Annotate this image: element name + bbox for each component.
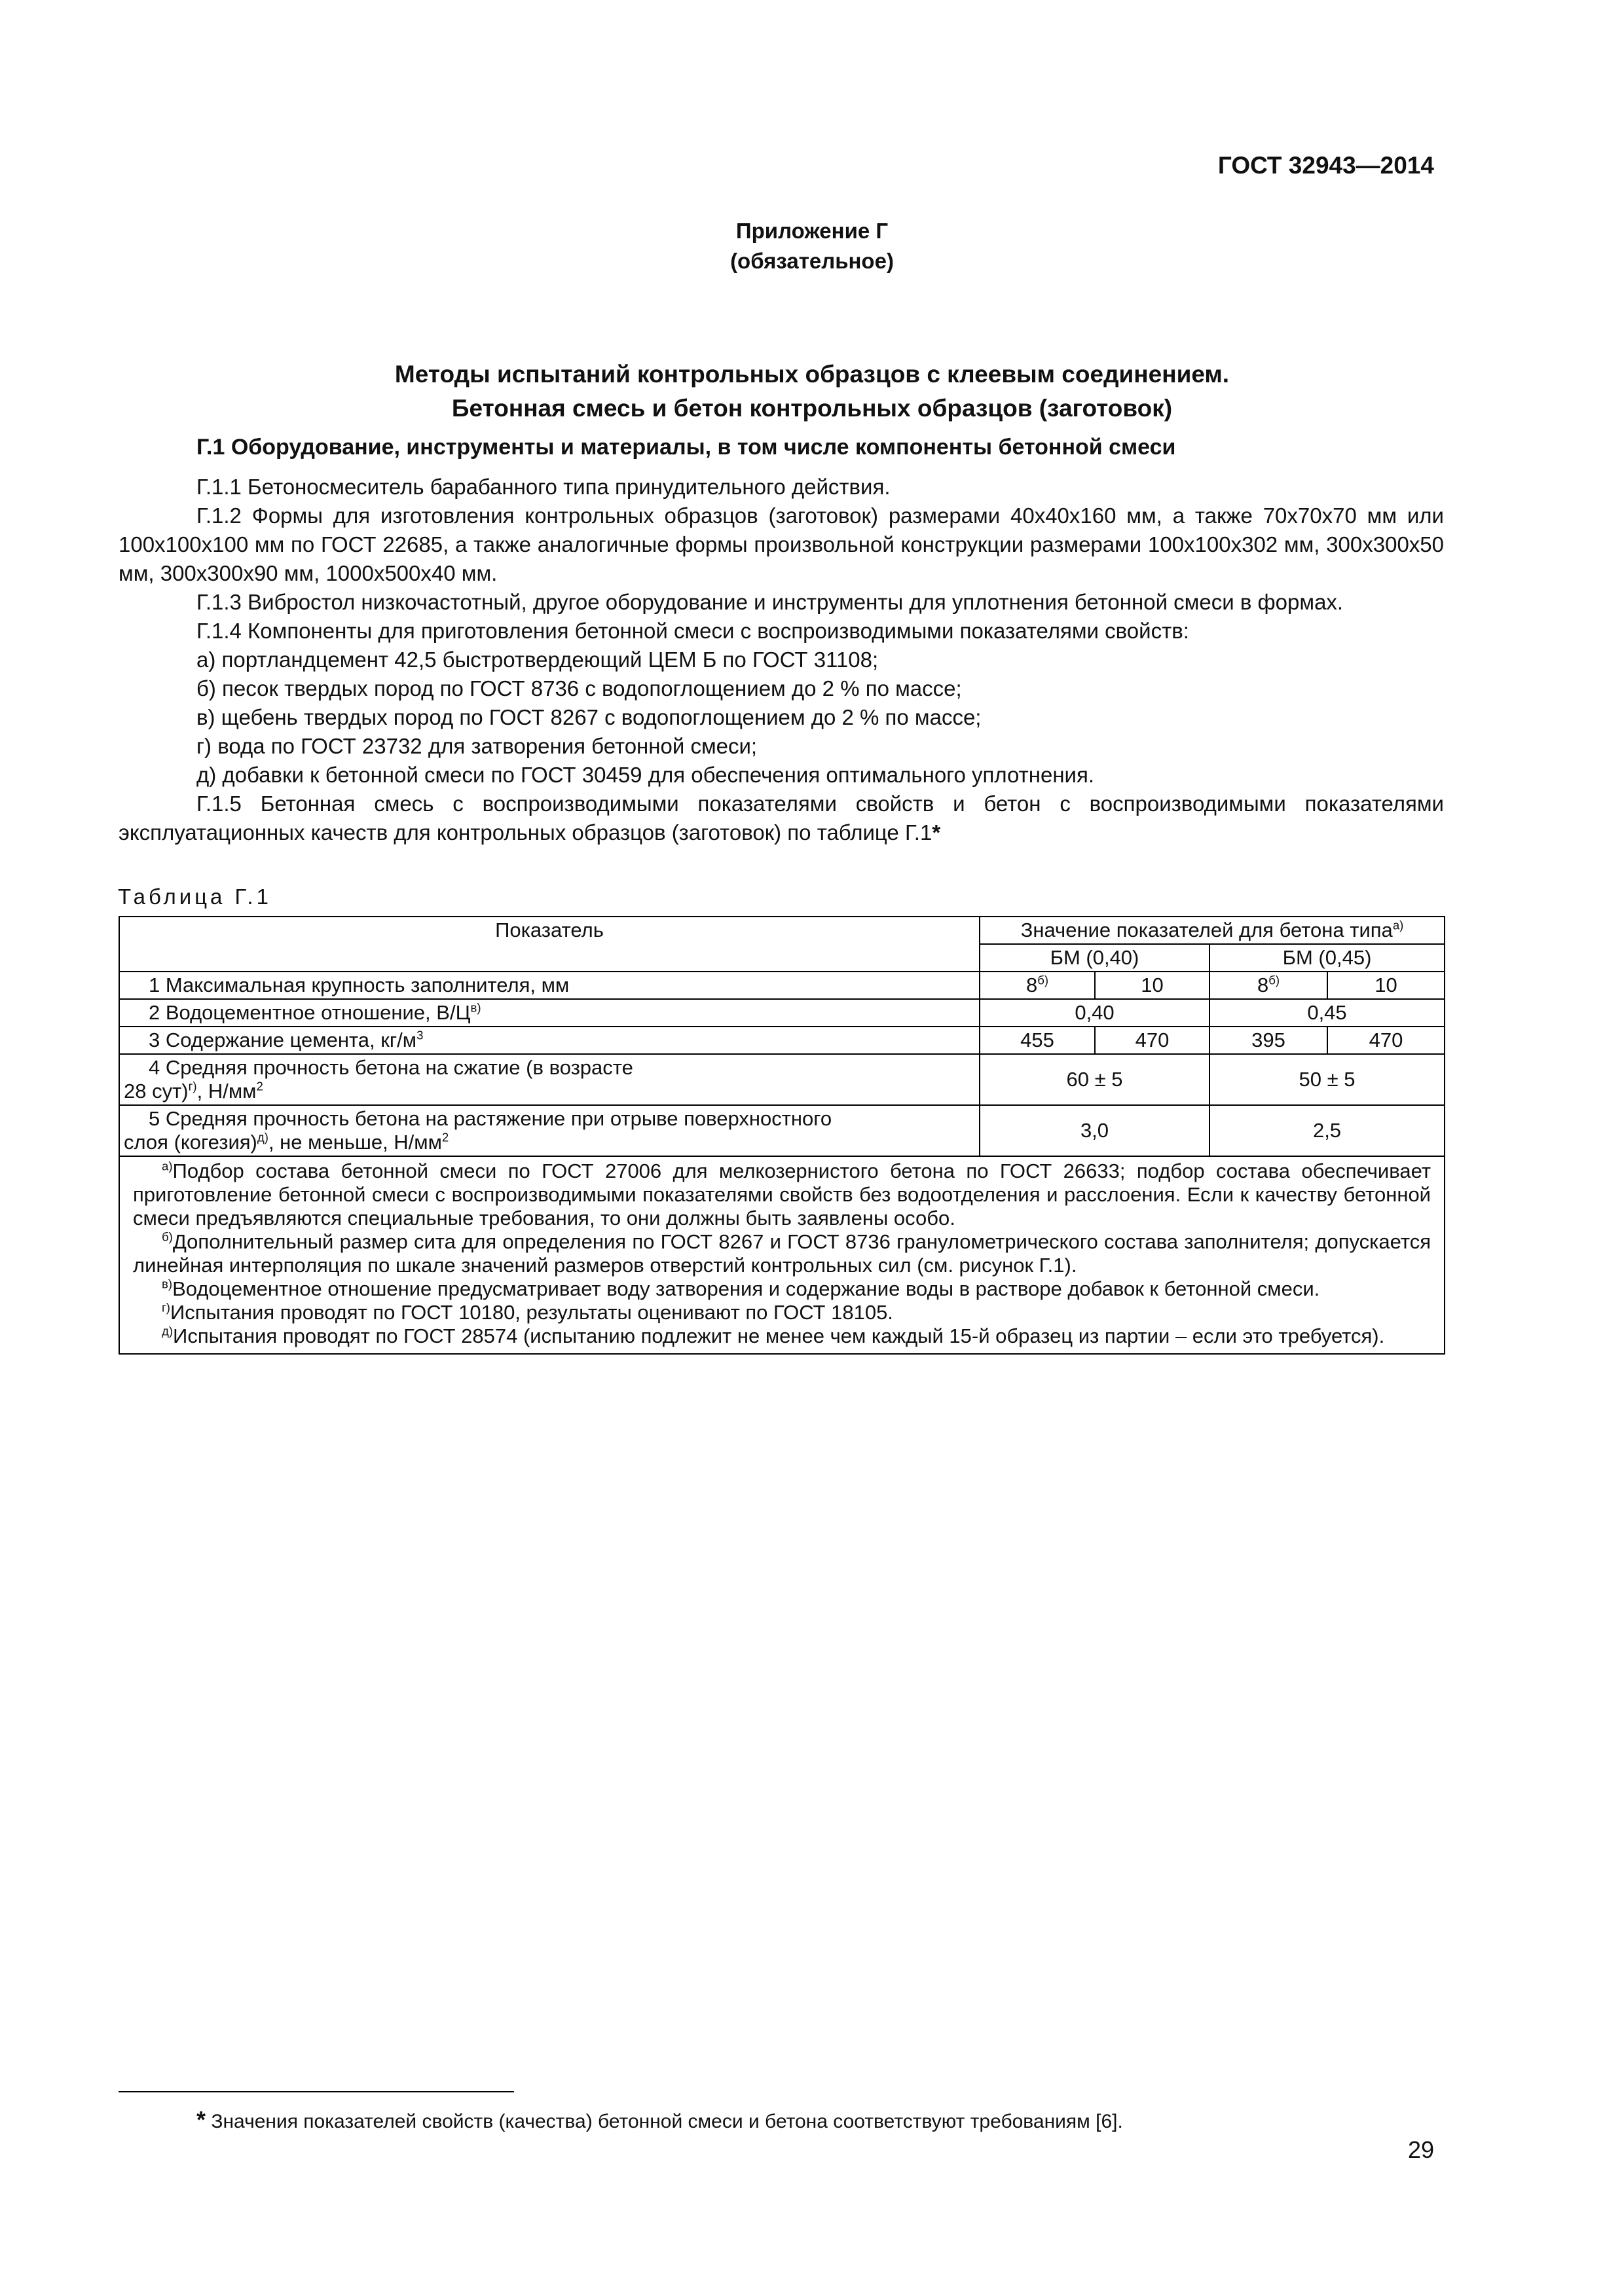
row4-b: 50 ± 5 — [1209, 1054, 1445, 1105]
table-row — [119, 1105, 1445, 1156]
table-row — [119, 999, 1445, 1027]
main-title-line2: Бетонная смесь и бетон контрольных образцов (заготовок) — [451, 395, 1173, 422]
spec-table — [119, 916, 1445, 1355]
row1-b1-sup: б) — [1268, 973, 1280, 987]
header-type-a: БМ (0,40) — [980, 944, 1209, 972]
table-caption: Таблица Г.1 — [118, 884, 272, 909]
row4-param-line1: 4 Средняя прочность бетона на сжатие (в возрасте — [149, 1056, 633, 1079]
list-item-a: а) портландцемент 42,5 быстротвердеющий ЦЕМ Б по ГОСТ 31108; — [196, 647, 879, 672]
header-value — [980, 917, 1445, 944]
row5-a: 3,0 — [980, 1105, 1209, 1156]
row4-param-tail: , Н/мм — [196, 1080, 257, 1102]
document-code: ГОСТ 32943—2014 — [1217, 152, 1434, 179]
note-a-marker: а) — [162, 1159, 173, 1173]
row3-b2: 470 — [1327, 1027, 1445, 1054]
table-header-row — [119, 917, 1445, 944]
table-notes — [119, 1156, 1445, 1354]
page-number: 29 — [1407, 2136, 1434, 2163]
row2-param-sup: в) — [470, 1000, 481, 1015]
row1-a1 — [980, 972, 1095, 999]
table-notes-row — [119, 1156, 1445, 1354]
row2-param-text: 2 Водоцементное отношение, В/Ц — [149, 1001, 471, 1024]
note-d — [133, 1324, 1431, 1348]
row2-a: 0,40 — [980, 999, 1209, 1027]
appendix-label — [0, 216, 1624, 276]
paragraph-g12: Г.1.2 Формы для изготовления контрольных образцов (заготовок) размерами 40х40х160 мм, а также 70х70х70 мм или 100х100х100 мм по ГОСТ 22685, а также аналогичные формы произвольной конструкции размерами 100х100х302 мм, 300х300х50 мм, 300х300х90 мм, 1000х500х40 мм. — [119, 503, 1444, 585]
note-b — [133, 1230, 1431, 1277]
row1-b2: 10 — [1327, 972, 1445, 999]
row5-param — [119, 1105, 980, 1156]
footnote-marker: * — [196, 2106, 206, 2133]
row3-param-text: 3 Содержание цемента, кг/м — [149, 1029, 417, 1051]
list-item-v: в) щебень твердых пород по ГОСТ 8267 с водопоглощением до 2 % по массе; — [196, 705, 982, 729]
note-a — [133, 1159, 1431, 1230]
section-heading: Г.1 Оборудование, инструменты и материалы, в том числе компоненты бетонной смеси — [196, 435, 1176, 460]
appendix-title: Приложение Г — [735, 219, 889, 243]
main-title — [0, 357, 1624, 426]
note-v — [133, 1277, 1431, 1301]
row4-a: 60 ± 5 — [980, 1054, 1209, 1105]
section-body — [119, 473, 1444, 847]
list-item-g: г) вода по ГОСТ 23732 для затворения бетонной смеси; — [196, 734, 758, 758]
header-type-b: БМ (0,45) — [1209, 944, 1445, 972]
note-g-marker: г) — [162, 1300, 170, 1315]
row2-param — [119, 999, 980, 1027]
row4-param — [119, 1054, 980, 1105]
row5-param-line1: 5 Средняя прочность бетона на растяжение при отрыве поверхностного — [149, 1107, 832, 1130]
row1-a1-value: 8 — [1025, 974, 1038, 996]
footnote-divider — [119, 2091, 514, 2092]
header-param: Показатель — [119, 917, 980, 972]
header-value-sup: а) — [1392, 918, 1404, 932]
row5-param-line2: слоя (когезия) — [124, 1131, 257, 1154]
table-row — [119, 1054, 1445, 1105]
note-v-marker: в) — [162, 1277, 173, 1291]
row3-param-sup: 3 — [416, 1028, 424, 1042]
row1-a2: 10 — [1095, 972, 1209, 999]
row4-param-line2: 28 сут) — [124, 1080, 189, 1102]
note-g — [133, 1301, 1431, 1324]
appendix-status: (обязательное) — [730, 249, 894, 273]
row1-b1-value: 8 — [1257, 974, 1269, 996]
note-v-text: Водоцементное отношение предусматривает воду затворения и содержание воды в растворе добавок к бетонной смеси. — [172, 1277, 1320, 1300]
list-item-b: б) песок твердых пород по ГОСТ 8736 с водопоглощением до 2 % по массе; — [196, 676, 962, 701]
row5-unit-sup: 2 — [441, 1130, 449, 1144]
paragraph-g14: Г.1.4 Компоненты для приготовления бетонной смеси с воспроизводимыми показателями свойств: — [196, 619, 1189, 643]
footnote-ref-marker: * — [932, 820, 941, 845]
row3-a1: 455 — [980, 1027, 1095, 1054]
row5-param-tail: , не меньше, Н/мм — [268, 1131, 442, 1154]
note-g-text: Испытания проводят по ГОСТ 10180, результаты оценивают по ГОСТ 18105. — [170, 1301, 893, 1324]
row4-param-sup: г) — [188, 1079, 197, 1093]
table-row — [119, 972, 1445, 999]
paragraph-g15-text: Г.1.5 Бетонная смесь с воспроизводимыми показателями свойств и бетон с воспроизводимыми показателями эксплуатационных качеств для контрольных образцов (заготовок) по таблице Г.1 — [119, 792, 1444, 845]
footnote — [196, 2106, 1123, 2134]
note-d-marker: д) — [162, 1324, 174, 1338]
list-item-d: д) добавки к бетонной смеси по ГОСТ 30459 для обеспечения оптимального уплотнения. — [196, 763, 1095, 787]
row2-b: 0,45 — [1209, 999, 1445, 1027]
row4-unit-sup: 2 — [256, 1079, 263, 1093]
note-d-text: Испытания проводят по ГОСТ 28574 (испытанию подлежит не менее чем каждый 15-й образец из партии – если это требуется). — [173, 1324, 1385, 1347]
header-value-text: Значение показателей для бетона типа — [1020, 919, 1393, 941]
note-b-text: Дополнительный размер сита для определения по ГОСТ 8267 и ГОСТ 8736 гранулометрического состава заполнителя; допускается линейная интерполяция по шкале значений размеров отверстий контрольных сил (см. рисунок Г.1). — [133, 1230, 1431, 1277]
row1-param: 1 Максимальная крупность заполнителя, мм — [119, 972, 980, 999]
row3-param — [119, 1027, 980, 1054]
paragraph-g15 — [119, 790, 1444, 847]
table-row — [119, 1027, 1445, 1054]
paragraph-g13: Г.1.3 Вибростол низкочастотный, другое оборудование и инструменты для уплотнения бетонной смеси в формах. — [196, 590, 1344, 614]
note-b-marker: б) — [162, 1230, 173, 1244]
note-a-text: Подбор состава бетонной смеси по ГОСТ 27006 для мелкозернистого бетона по ГОСТ 26633; подбор состава обеспечивает приготовление бетонной смеси с воспроизводимыми показателями свойств без водоотделения и расслоения. Если к качеству бетонной смеси предъявляются специальные требования, то они должны быть заявлены особо. — [133, 1159, 1431, 1230]
row3-b1: 395 — [1209, 1027, 1327, 1054]
footnote-text: Значения показателей свойств (качества) бетонной смеси и бетона соответствуют требованиям [6]. — [206, 2111, 1123, 2132]
row5-param-sup: д) — [257, 1130, 268, 1144]
row1-a1-sup: б) — [1037, 973, 1049, 987]
row3-a2: 470 — [1095, 1027, 1209, 1054]
main-title-line1: Методы испытаний контрольных образцов с клеевым соединением. — [394, 361, 1230, 388]
paragraph-g11: Г.1.1 Бетоносмеситель барабанного типа принудительного действия. — [196, 475, 891, 499]
row1-b1 — [1209, 972, 1327, 999]
row5-b: 2,5 — [1209, 1105, 1445, 1156]
